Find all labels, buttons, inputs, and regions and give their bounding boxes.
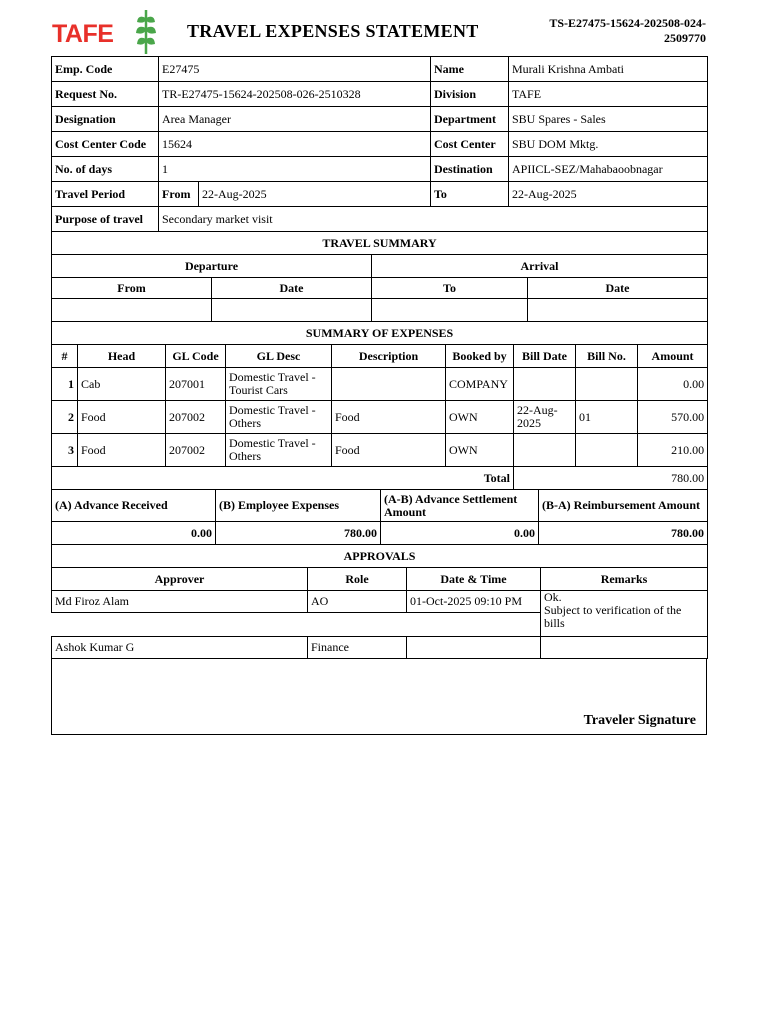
row-booked-by: OWN	[446, 401, 514, 434]
table-row	[52, 401, 708, 434]
row-amount: 210.00	[638, 434, 708, 467]
approval-row	[52, 637, 708, 659]
col-header-approver: Approver	[52, 568, 308, 591]
col-header-remarks: Remarks	[541, 568, 708, 591]
approval-datetime: 01-Oct-2025 09:10 PM	[407, 591, 541, 613]
to-label: To	[431, 182, 509, 207]
to-value: 22-Aug-2025	[509, 182, 708, 207]
departure-from-cell	[52, 299, 212, 322]
row-gl-desc: Domestic Travel - Others	[226, 434, 332, 467]
col-header-bill-no: Bill No.	[576, 345, 638, 368]
arrival-header: Arrival	[372, 255, 708, 278]
row-amount: 0.00	[638, 368, 708, 401]
departure-date-header: Date	[212, 278, 372, 299]
row-gl-code: 207001	[166, 368, 226, 401]
col-header-bill-date: Bill Date	[514, 345, 576, 368]
document-id-line2: 2509770	[664, 31, 706, 45]
total-label: Total	[52, 467, 514, 490]
reimbursement-value: 780.00	[539, 522, 708, 545]
departure-from-header: From	[52, 278, 212, 299]
row-gl-desc: Domestic Travel - Tourist Cars	[226, 368, 332, 401]
department-value: SBU Spares - Sales	[509, 107, 708, 132]
signature-box	[51, 659, 707, 735]
expenses-title: SUMMARY OF EXPENSES	[52, 322, 708, 345]
advance-settlement-label: (A-B) Advance Settlement Amount	[381, 490, 539, 522]
approvals-spacer	[52, 613, 541, 637]
from-value: 22-Aug-2025	[199, 182, 431, 207]
employee-expenses-value: 780.00	[216, 522, 381, 545]
approver-role: Finance	[308, 637, 407, 659]
expenses-table	[51, 321, 708, 490]
row-amount: 570.00	[638, 401, 708, 434]
row-bill-no	[576, 434, 638, 467]
department-label: Department	[431, 107, 509, 132]
row-head: Food	[78, 434, 166, 467]
row-head: Food	[78, 401, 166, 434]
arrival-date-cell	[528, 299, 708, 322]
remarks-line2: Subject to verification of the bills	[544, 603, 682, 630]
approval-row	[52, 591, 708, 613]
approver-role: AO	[308, 591, 407, 613]
leaf-icon	[134, 8, 158, 56]
row-booked-by: COMPANY	[446, 368, 514, 401]
col-header-role: Role	[308, 568, 407, 591]
statement-frame	[51, 56, 707, 739]
cost-center-value: SBU DOM Mktg.	[509, 132, 708, 157]
document-id	[506, 16, 706, 46]
destination-label: Destination	[431, 157, 509, 182]
row-bill-date	[514, 368, 576, 401]
from-label: From	[159, 182, 199, 207]
travel-period-label: Travel Period	[52, 182, 159, 207]
division-label: Division	[431, 82, 509, 107]
row-description: Food	[332, 434, 446, 467]
col-header-no: #	[52, 345, 78, 368]
row-head: Cab	[78, 368, 166, 401]
col-header-head: Head	[78, 345, 166, 368]
logo-text: TAFE	[52, 20, 114, 48]
row-bill-no	[576, 368, 638, 401]
travel-summary-title: TRAVEL SUMMARY	[52, 232, 708, 255]
approver-name: Md Firoz Alam	[52, 591, 308, 613]
remarks-line1: Ok.	[544, 590, 562, 604]
col-header-description: Description	[332, 345, 446, 368]
col-header-gl-desc: GL Desc	[226, 345, 332, 368]
purpose-label: Purpose of travel	[52, 207, 159, 232]
table-row	[52, 434, 708, 467]
tafe-logo	[52, 8, 162, 58]
row-gl-code: 207002	[166, 434, 226, 467]
row-gl-desc: Domestic Travel - Others	[226, 401, 332, 434]
departure-date-cell	[212, 299, 372, 322]
departure-header: Departure	[52, 255, 372, 278]
reimbursement-label: (B-A) Reimbursement Amount	[539, 490, 708, 522]
total-value: 780.00	[514, 467, 708, 490]
settlement-table	[51, 489, 708, 545]
table-row	[52, 368, 708, 401]
arrival-date-header: Date	[528, 278, 708, 299]
document-id-line1: TS-E27475-15624-202508-024-	[549, 16, 706, 30]
advance-settlement-value: 0.00	[381, 522, 539, 545]
row-bill-no: 01	[576, 401, 638, 434]
row-bill-date: 22-Aug-2025	[514, 401, 576, 434]
travel-summary-table	[51, 231, 708, 322]
designation-label: Designation	[52, 107, 159, 132]
row-description: Food	[332, 401, 446, 434]
row-no: 1	[52, 368, 78, 401]
cost-center-code-label: Cost Center Code	[52, 132, 159, 157]
row-description	[332, 368, 446, 401]
emp-code-value: E27475	[159, 57, 431, 82]
approval-remarks	[541, 591, 708, 637]
employee-expenses-label: (B) Employee Expenses	[216, 490, 381, 522]
request-label: Request No.	[52, 82, 159, 107]
employee-info-table	[51, 56, 708, 232]
days-value: 1	[159, 157, 431, 182]
row-no: 2	[52, 401, 78, 434]
row-no: 3	[52, 434, 78, 467]
traveler-signature-label: Traveler Signature	[583, 713, 696, 728]
col-header-gl-code: GL Code	[166, 345, 226, 368]
document-title: TRAVEL EXPENSES STATEMENT	[187, 21, 479, 41]
cost-center-label: Cost Center	[431, 132, 509, 157]
approver-name: Ashok Kumar G	[52, 637, 308, 659]
approval-remarks	[541, 637, 708, 659]
col-header-booked-by: Booked by	[446, 345, 514, 368]
advance-received-label: (A) Advance Received	[52, 490, 216, 522]
name-value: Murali Krishna Ambati	[509, 57, 708, 82]
row-gl-code: 207002	[166, 401, 226, 434]
col-header-amount: Amount	[638, 345, 708, 368]
arrival-to-cell	[372, 299, 528, 322]
row-booked-by: OWN	[446, 434, 514, 467]
col-header-datetime: Date & Time	[407, 568, 541, 591]
destination-value: APIICL-SEZ/Mahabaoobnagar	[509, 157, 708, 182]
arrival-to-header: To	[372, 278, 528, 299]
designation-value: Area Manager	[159, 107, 431, 132]
advance-received-value: 0.00	[52, 522, 216, 545]
approvals-title: APPROVALS	[52, 545, 708, 568]
request-value: TR-E27475-15624-202508-026-2510328	[159, 82, 431, 107]
cost-center-code-value: 15624	[159, 132, 431, 157]
approval-datetime	[407, 637, 541, 659]
name-label: Name	[431, 57, 509, 82]
row-bill-date	[514, 434, 576, 467]
approvals-table	[51, 544, 708, 659]
emp-code-label: Emp. Code	[52, 57, 159, 82]
days-label: No. of days	[52, 157, 159, 182]
division-value: TAFE	[509, 82, 708, 107]
purpose-value: Secondary market visit	[159, 207, 708, 232]
